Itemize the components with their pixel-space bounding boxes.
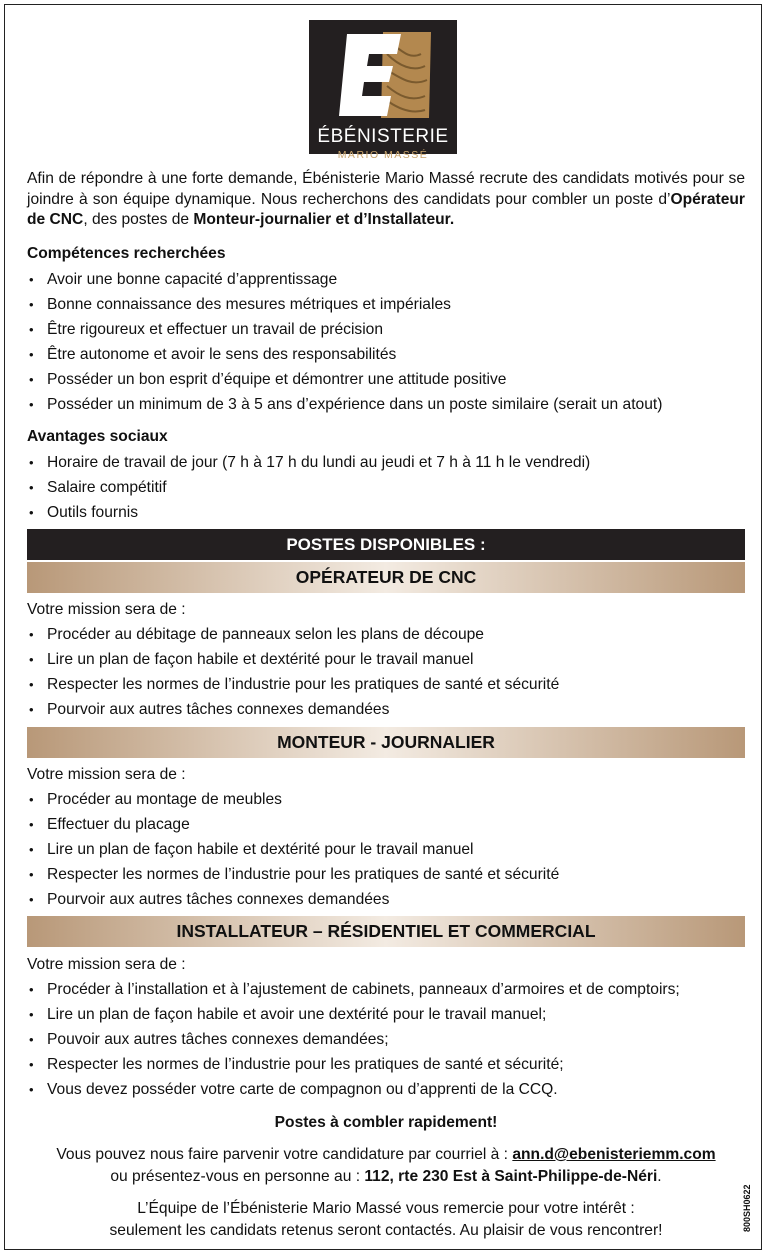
address: 112, rte 230 Est à Saint-Philippe-de-Néri (364, 1168, 658, 1185)
postes-banner: POSTES DISPONIBLES : (27, 529, 745, 560)
cnc-list (27, 622, 559, 722)
cnc-banner: OPÉRATEUR DE CNC (27, 562, 745, 593)
intro-text-2: , des postes de (83, 211, 194, 228)
monteur-list (27, 787, 559, 912)
list-item: • Être rigoureux et effectuer un travail de précision (27, 317, 662, 342)
list-item: • Pourvoir aux autres tâches connexes demandées (27, 697, 559, 722)
ad-code: 800SH0622 (742, 1184, 752, 1232)
list-item: • Vous devez posséder votre carte de compagnon ou d’apprenti de la CCQ. (27, 1077, 680, 1102)
list-item: • Procéder à l’installation et à l’ajustement de cabinets, panneaux d’armoires et de comptoirs; (27, 977, 680, 1002)
apply-text-2: ou présentez-vous en personne au : (110, 1168, 365, 1185)
list-item: • Procéder au montage de meubles (27, 787, 559, 812)
avantages-heading: Avantages sociaux (27, 428, 168, 445)
intro-bold-cnc: Opérateur de CNC (27, 190, 745, 228)
thanks-line-2: seulement les candidats retenus seront contactés. Au plaisir de vous rencontrer! (109, 1222, 663, 1239)
list-item: • Procéder au débitage de panneaux selon les plans de découpe (27, 622, 559, 647)
thanks-line-1: L’Équipe de l’Ébénisterie Mario Massé vous remercie pour votre intérêt : (137, 1200, 635, 1217)
list-item: • Effectuer du placage (27, 812, 559, 837)
list-item: • Lire un plan de façon habile et avoir une dextérité pour le travail manuel; (27, 1002, 680, 1027)
list-item: • Respecter les normes de l’industrie pour les pratiques de santé et sécurité (27, 862, 559, 887)
apply-text: Vous pouvez nous faire parvenir votre candidature par courriel à : (56, 1146, 513, 1163)
list-item: • Lire un plan de façon habile et dextérité pour le travail manuel (27, 647, 559, 672)
logo-company-name: ÉBÉNISTERIE (317, 126, 449, 147)
company-logo (309, 20, 457, 161)
installateur-banner: INSTALLATEUR – RÉSIDENTIEL ET COMMERCIAL (27, 916, 745, 947)
list-item: • Bonne connaissance des mesures métriques et impériales (27, 292, 662, 317)
competences-list (27, 267, 662, 417)
list-item: • Être autonome et avoir le sens des responsabilités (27, 342, 662, 367)
intro-bold-positions: Monteur-journalier et d’Installateur. (193, 211, 455, 228)
apply-line-2 (27, 1168, 745, 1186)
intro-paragraph (27, 169, 745, 231)
installateur-list (27, 977, 680, 1102)
address-period: . (657, 1168, 662, 1185)
monteur-banner: MONTEUR - JOURNALIER (27, 727, 745, 758)
list-item: • Outils fournis (27, 500, 590, 525)
list-item: • Avoir une bonne capacité d’apprentissage (27, 267, 662, 292)
list-item: • Posséder un bon esprit d’équipe et démontrer une attitude positive (27, 367, 662, 392)
competences-heading: Compétences recherchées (27, 245, 226, 262)
list-item: • Respecter les normes de l’industrie pour les pratiques de santé et sécurité; (27, 1052, 680, 1077)
logo-owner-name: MARIO MASSÉ (337, 149, 429, 161)
list-item: • Horaire de travail de jour (7 h à 17 h du lundi au jeudi et 7 h à 11 h le vendredi) (27, 450, 590, 475)
list-item: • Posséder un minimum de 3 à 5 ans d’expérience dans un poste similaire (serait un atout) (27, 392, 662, 417)
list-item: • Pouvoir aux autres tâches connexes demandées; (27, 1027, 680, 1052)
installateur-mission-label: Votre mission sera de : (27, 956, 186, 973)
list-item: • Pourvoir aux autres tâches connexes demandées (27, 887, 559, 912)
list-item: • Lire un plan de façon habile et dextérité pour le travail manuel (27, 837, 559, 862)
urgent-notice: Postes à combler rapidement! (274, 1114, 498, 1131)
monteur-mission-label: Votre mission sera de : (27, 766, 186, 783)
apply-line-1 (27, 1146, 745, 1164)
list-item: • Respecter les normes de l’industrie pour les pratiques de santé et sécurité (27, 672, 559, 697)
email-link[interactable]: ann.d@ebenisteriemm.com (512, 1146, 716, 1163)
intro-text-1: Afin de répondre à une forte demande, Ébénisterie Mario Massé recrute des candidats motivés pour se joindre à son équipe dynamique. Nous recherchons des candidats pour combler un poste d’ (27, 170, 745, 208)
list-item: • Salaire compétitif (27, 475, 590, 500)
avantages-list (27, 450, 590, 525)
cnc-mission-label: Votre mission sera de : (27, 601, 186, 618)
